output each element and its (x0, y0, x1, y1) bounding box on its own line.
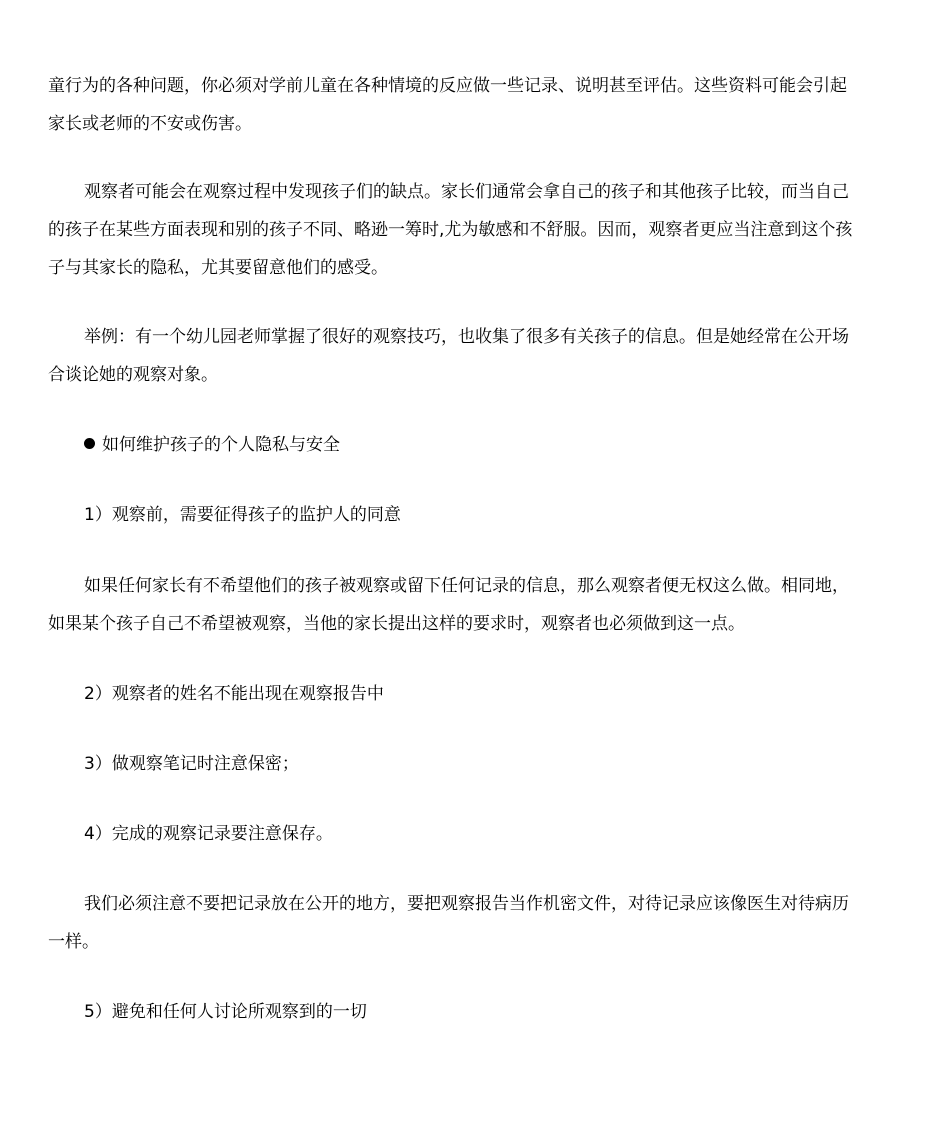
list-item-5: 5）避免和任何人讨论所观察到的一切 (84, 1002, 367, 1022)
paragraph-4-line-1: 如果任何家长有不希望他们的孩子被观察或留下任何记录的信息，那么观察者便无权这么做。相同地， (84, 576, 849, 596)
paragraph-5-line-1: 我们必须注意不要把记录放在公开的地方，要把观察报告当作机密文件，对待记录应该像医生对待病历 (84, 894, 849, 914)
paragraph-5-line-2: 一样。 (48, 932, 99, 952)
paragraph-4-line-2: 如果某个孩子自己不希望被观察，当他的家长提出这样的要求时，观察者也必须做到这一点。 (48, 614, 745, 634)
paragraph-3-line-2: 合谈论她的观察对象。 (48, 365, 218, 385)
bullet-dot-icon (84, 438, 95, 449)
list-item-2: 2）观察者的姓名不能出现在观察报告中 (84, 684, 384, 704)
paragraph-2-line-2: 的孩子在某些方面表现和别的孩子不同、略逊一筹时,尤为敏感和不舒服。因而，观察者更应当注意到这个孩 (48, 220, 853, 240)
list-item-1: 1）观察前，需要征得孩子的监护人的同意 (84, 505, 401, 525)
paragraph-3-line-1: 举例：有一个幼儿园老师掌握了很好的观察技巧，也收集了很多有关孩子的信息。但是她经常在公开场 (84, 327, 849, 347)
paragraph-2-line-3: 子与其家长的隐私，尤其要留意他们的感受。 (48, 258, 388, 278)
list-item-3: 3）做观察笔记时注意保密； (84, 754, 299, 774)
bullet-heading-text: 如何维护孩子的个人隐私与安全 (102, 435, 340, 455)
paragraph-2-line-1: 观察者可能会在观察过程中发现孩子们的缺点。家长们通常会拿自己的孩子和其他孩子比较，而当自己 (84, 182, 849, 202)
paragraph-1-line-1: 童行为的各种问题，你必须对学前儿童在各种情境的反应做一些记录、说明甚至评估。这些资料可能会引起 (48, 76, 847, 96)
paragraph-1-line-2: 家长或老师的不安或伤害。 (48, 114, 252, 134)
list-item-4: 4）完成的观察记录要注意保存。 (84, 824, 333, 844)
bullet-heading (84, 433, 908, 457)
